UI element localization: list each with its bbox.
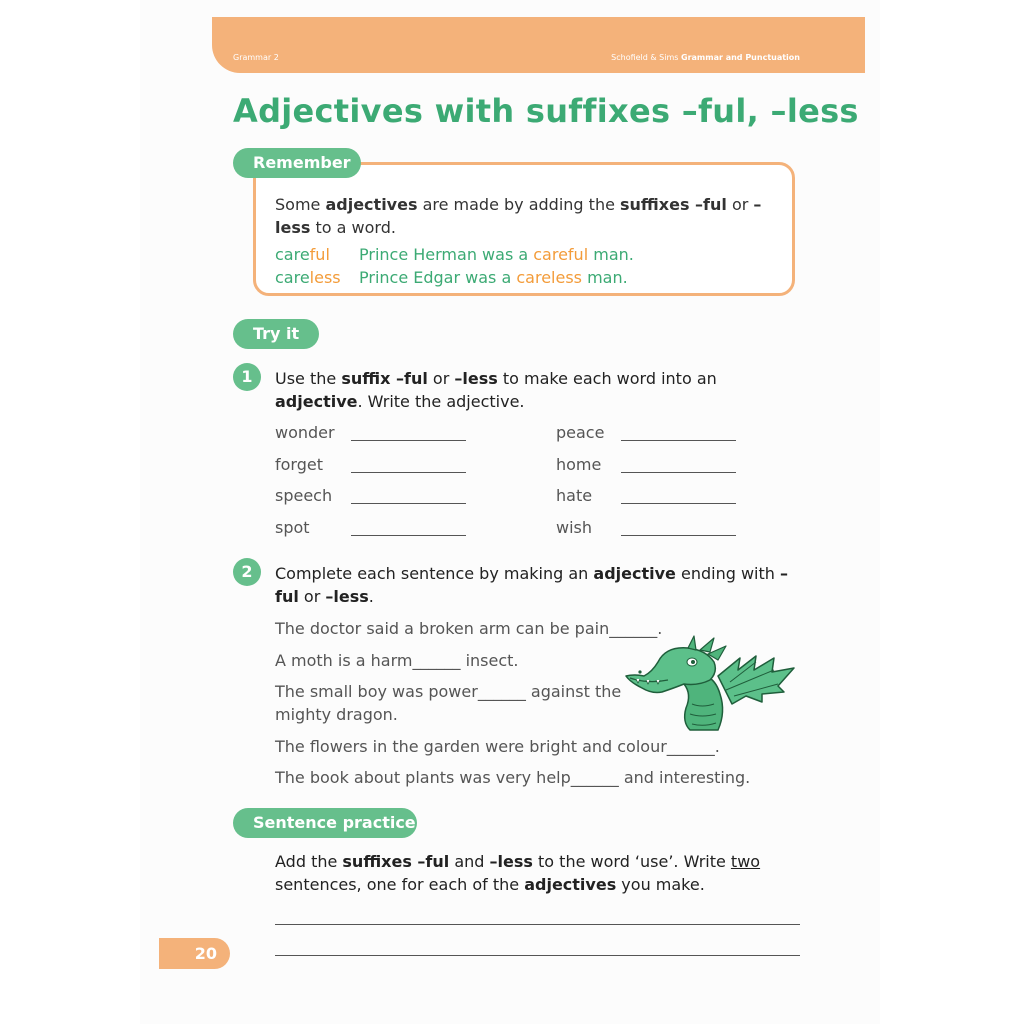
answer-line[interactable] — [621, 503, 736, 504]
try-it-label: Try it — [233, 319, 319, 349]
sentence-item: A moth is a harm______ insect. — [275, 651, 519, 670]
answer-line[interactable] — [621, 440, 736, 441]
example-sentence-careless: Prince Edgar was a careless man. — [359, 268, 628, 287]
worksheet-page: Grammar 2 Schofield & Sims Grammar and Punctuation Adjectives with suffixes –ful, –less Remember Some adjectives are made by adding the suffixes –ful or –less to a word. careful Prince Herman was a careful man. careless Prince Edgar was a careless man. Try it 1 Use the suffix –ful or –less to make each word into an adjective. Write the adjective. wonder forget speech spot peace home hate wish 2 Complete each sentence by making an adjective ending with –ful or –less. The doctor said a broken arm can be pain______. A moth is a harm______ insect. The small boy was power______ against the mighty dragon. The flowers in the garden were bright and colour______. The book about plants was very help______ and interesting. Sentence practice Add the suffixes –ful and –less to the word ‘use’. Write two sentences, one for each of the adjectives you make. 20 — [0, 0, 1024, 1024]
remember-intro: Some adjectives are made by adding the suffixes –ful or –less to a word. — [275, 195, 762, 237]
answer-line[interactable] — [621, 472, 736, 473]
example-word-careless: careless — [275, 268, 341, 287]
sentence-item: The doctor said a broken arm can be pain______. — [275, 619, 663, 638]
sentence-item: mighty dragon. — [275, 705, 398, 724]
answer-line[interactable] — [351, 503, 466, 504]
remember-box — [253, 162, 795, 296]
remember-label: Remember — [233, 148, 361, 178]
writing-line[interactable] — [275, 924, 800, 925]
page-title: Adjectives with suffixes –ful, –less — [233, 92, 859, 130]
answer-line[interactable] — [621, 535, 736, 536]
answer-line[interactable] — [351, 440, 466, 441]
writing-line[interactable] — [275, 955, 800, 956]
sentence-practice-label: Sentence practice — [233, 808, 417, 838]
header-band — [212, 17, 865, 73]
sentence-practice-instruction: Add the suffixes –ful and –less to the word ‘use’. Write two sentences, one for each of the adjectives you make. — [275, 852, 761, 894]
question-1-number: 1 — [233, 363, 261, 391]
question-2-number: 2 — [233, 558, 261, 586]
header-section-label: Grammar 2 — [233, 53, 279, 62]
sentence-item: The flowers in the garden were bright and colour______. — [275, 737, 720, 756]
question-1-instruction: Use the suffix –ful or –less to make each word into an adjective. Write the adjective. — [275, 369, 717, 411]
example-sentence-careful: Prince Herman was a careful man. — [359, 245, 634, 264]
sentence-item: The book about plants was very help______ and interesting. — [275, 768, 751, 787]
page-number: 20 — [159, 938, 230, 969]
header-publisher: Schofield & Sims Grammar and Punctuation — [611, 53, 800, 62]
answer-line[interactable] — [351, 535, 466, 536]
example-word-careful: careful — [275, 245, 330, 264]
answer-line[interactable] — [351, 472, 466, 473]
sentence-item: The small boy was power______ against the — [275, 682, 622, 701]
dragon-illustration — [622, 632, 798, 732]
question-2-instruction: Complete each sentence by making an adjective ending with –ful or –less. — [275, 564, 788, 606]
